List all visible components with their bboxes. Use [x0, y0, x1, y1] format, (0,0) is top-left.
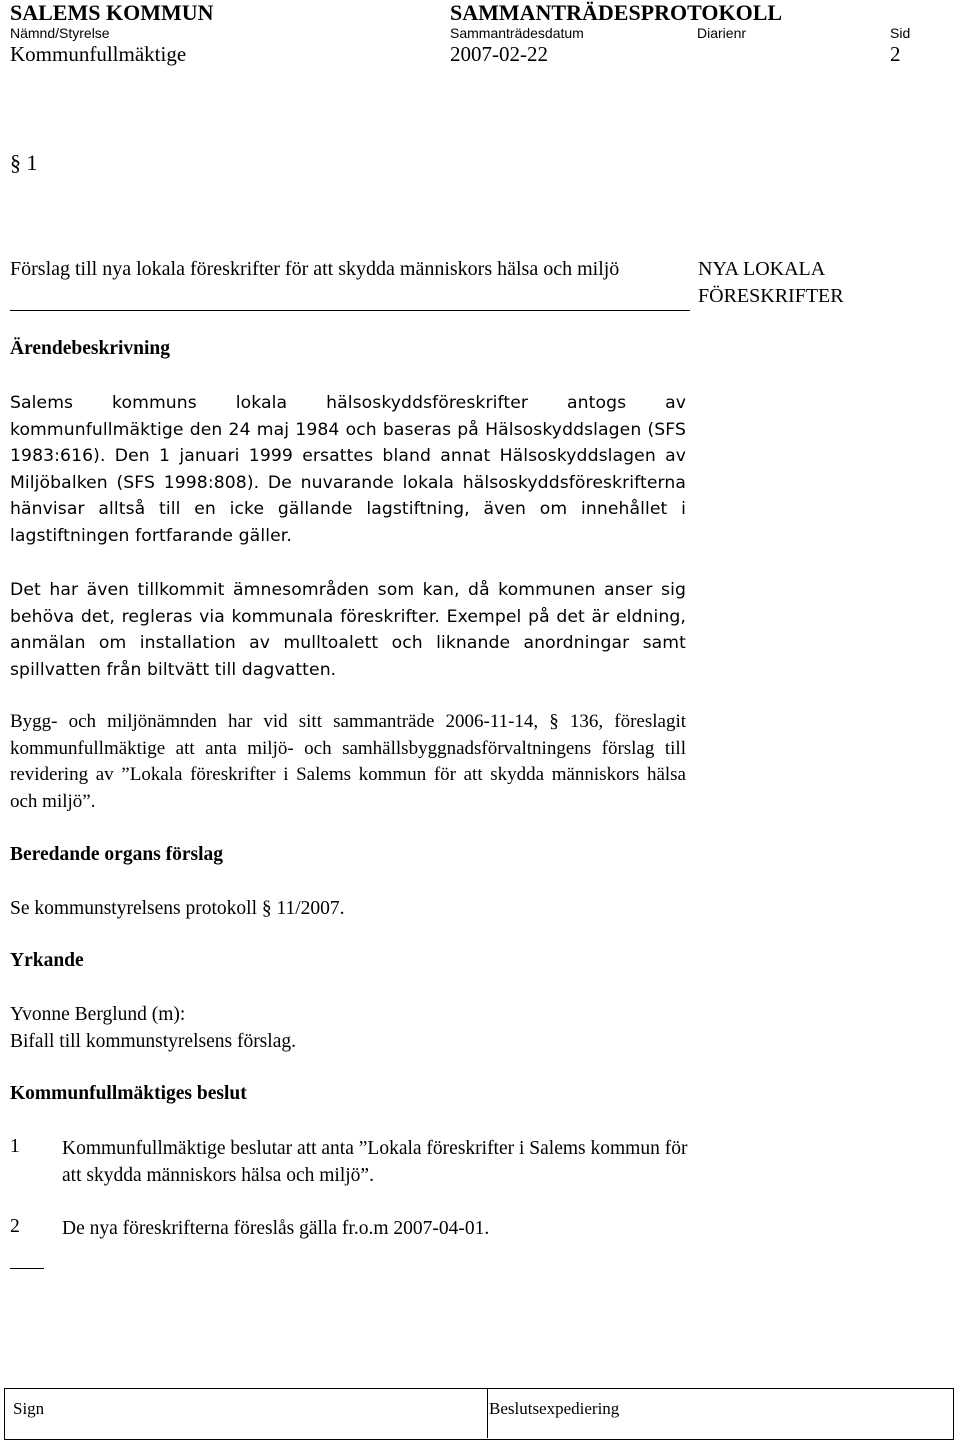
diarienr-label: Diarienr: [697, 25, 747, 41]
section-number: § 1: [10, 150, 38, 175]
footer-box: [4, 1388, 954, 1440]
title-underline: [10, 310, 690, 311]
document-type: SAMMANTRÄDESPROTOKOLL: [450, 0, 783, 25]
beslut-item-2-number: 2: [10, 1216, 20, 1237]
end-rule: [10, 1268, 44, 1269]
side-label: [698, 256, 844, 310]
beredande-text: Se kommunstyrelsens protokoll § 11/2007.: [10, 898, 345, 919]
side-label-line-1: NYA LOKALA: [698, 258, 826, 280]
heading-yrkande: Yrkande: [10, 950, 84, 971]
board-value: Kommunfullmäktige: [10, 42, 187, 66]
heading-beredande: Beredande organs förslag: [10, 844, 224, 865]
section-title: Förslag till nya lokala föreskrifter för att skydda människors hälsa och miljö: [10, 258, 620, 280]
paragraph-3: Bygg- och miljönämnden har vid sitt sammanträde 2006-11-14, § 136, föreslagit kommunfullmäktige att anta miljö- och samhällsbyggnadsförvaltningens förslag till revidering av ”Lokala föreskrifter i Salems kommun för att skydda människors hälsa och miljö”.: [10, 711, 686, 812]
yrkande-name: Yvonne Berglund (m):: [10, 1004, 186, 1025]
beslut-item-1-number: 1: [10, 1136, 20, 1157]
beslut-item-2-text: De nya föreskrifterna föreslås gälla fr.o.m 2007-04-01.: [62, 1218, 490, 1239]
yrkande-text: Bifall till kommunstyrelsens förslag.: [10, 1031, 296, 1052]
sign-label: Sign: [13, 1399, 45, 1418]
heading-beslut: Kommunfullmäktiges beslut: [10, 1083, 247, 1104]
date-label: Sammanträdesdatum: [450, 25, 584, 41]
beslutsexpediering-label: Beslutsexpediering: [489, 1399, 620, 1418]
paragraph-1: Salems kommuns lokala hälsoskyddsföreskrifter antogs av kommunfullmäktige den 24 maj 1984 och baseras på Hälsoskyddslagen (SFS 1983:616). Den 1 januari 1999 ersattes bland annat Hälsoskyddslagen av Miljöbalken (SFS 1998:808). De nuvarande lokala hälsoskyddsföreskrifterna hänvisar alltså till en icke gällande lagstiftning, även om innehållet i lagstiftningen fortfarande gäller.: [10, 393, 686, 546]
page-number: 2: [890, 42, 901, 66]
footer-divider: [487, 1389, 488, 1438]
date-value: 2007-02-22: [450, 42, 548, 66]
municipality-name: SALEMS KOMMUN: [10, 0, 214, 25]
beslut-item-1-text: Kommunfullmäktige beslutar att anta ”Lokala föreskrifter i Salems kommun för att skydda människors hälsa och miljö”.: [62, 1138, 688, 1186]
paragraph-2: Det har även tillkommit ämnesområden som kan, då kommunen anser sig behöva det, regleras via kommunala föreskrifter. Exempel på det är eldning, anmälan om installation av mulltoalett och liknande anordningar samt spillvatten från biltvätt till dagvatten.: [10, 580, 686, 680]
side-label-line-2: FÖRESKRIFTER: [698, 285, 844, 307]
heading-arendebeskrivning: Ärendebeskrivning: [10, 338, 170, 359]
page-label: Sid: [890, 25, 911, 41]
board-label: Nämnd/Styrelse: [10, 25, 110, 41]
